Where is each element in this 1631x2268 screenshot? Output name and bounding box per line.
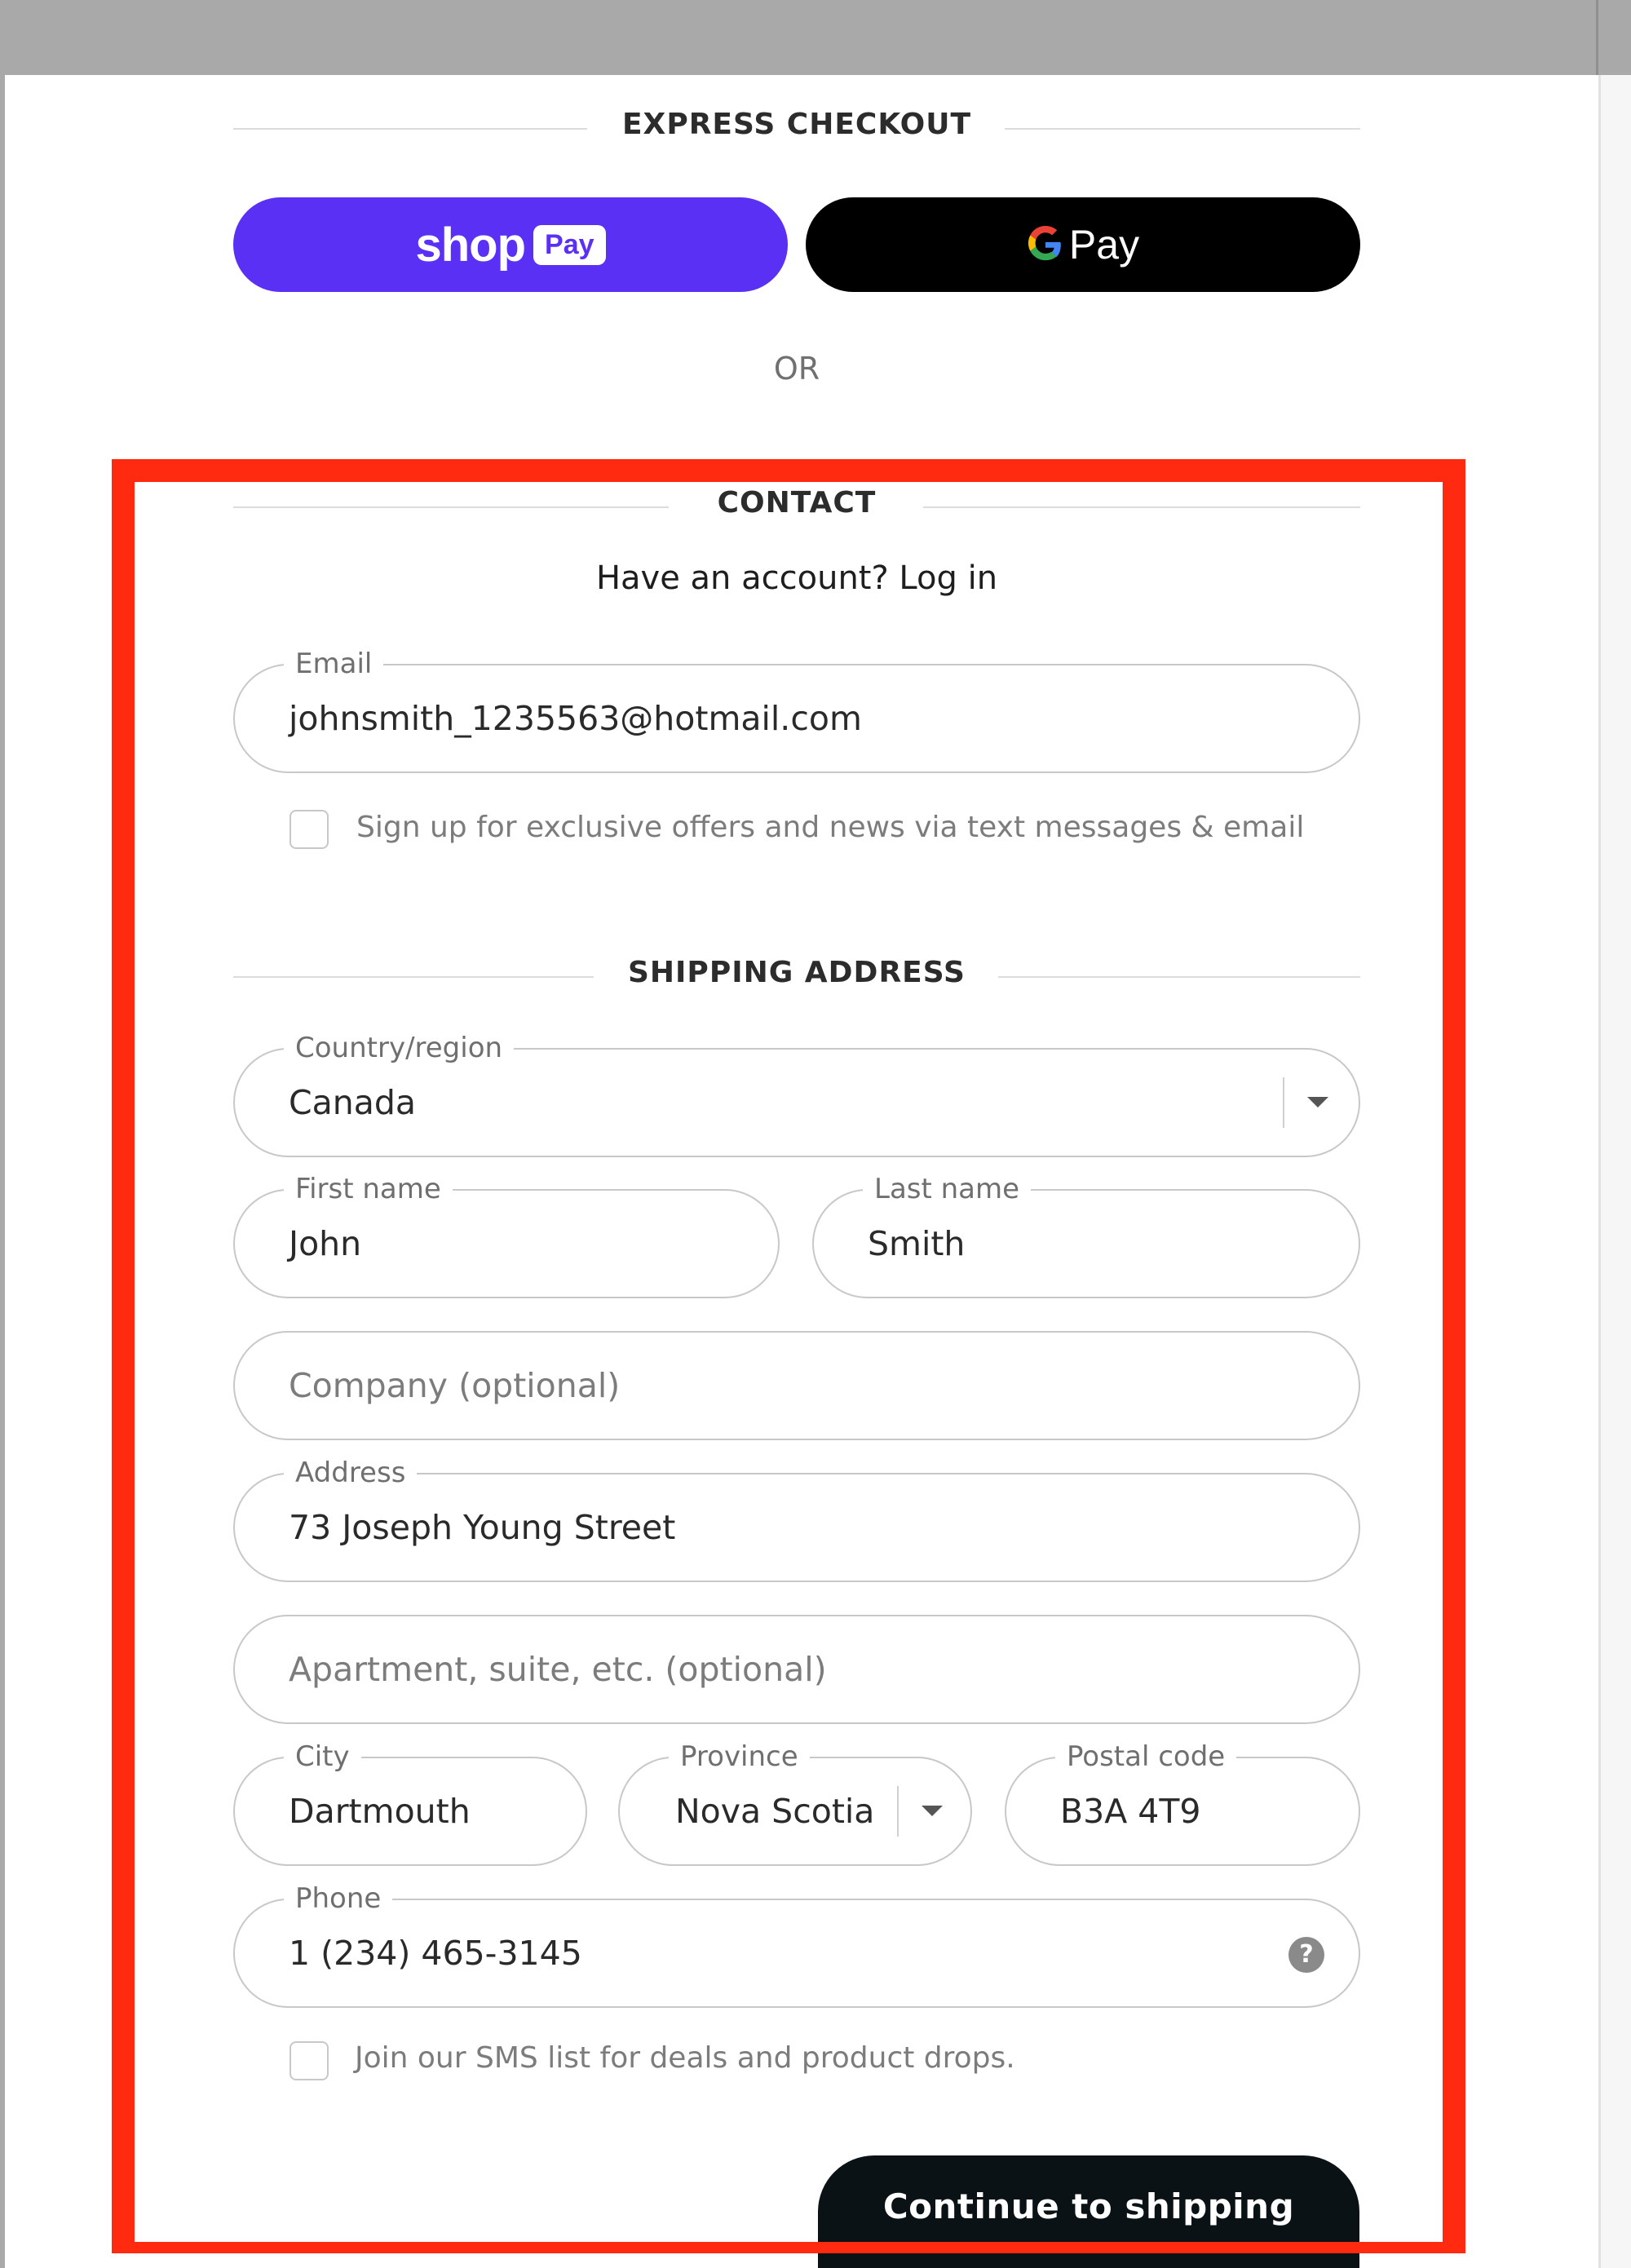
last-name-value: Smith xyxy=(868,1224,966,1263)
window-left-edge xyxy=(0,75,5,2268)
first-name-field[interactable] xyxy=(233,1173,780,1298)
country-select[interactable] xyxy=(233,1032,1360,1157)
sms-checkbox-label: Join our SMS list for deals and product drops. xyxy=(355,2041,1015,2075)
last-name-field[interactable] xyxy=(812,1173,1360,1298)
address-value: 73 Joseph Young Street xyxy=(289,1508,676,1547)
province-value: Nova Scotia xyxy=(675,1792,875,1831)
address-label: Address xyxy=(284,1454,417,1492)
postal-code-value: B3A 4T9 xyxy=(1060,1792,1201,1831)
google-pay-button[interactable] xyxy=(806,197,1360,292)
help-icon[interactable]: ? xyxy=(1288,1937,1324,1973)
shop-pay-logo: shop xyxy=(415,218,526,272)
scrollbar-track[interactable] xyxy=(1598,75,1631,2268)
continue-to-shipping-button[interactable]: Continue to shipping xyxy=(818,2155,1359,2268)
email-label: Email xyxy=(284,645,383,683)
shipping-address-title: SHIPPING ADDRESS xyxy=(627,956,966,989)
country-label: Country/region xyxy=(284,1029,514,1067)
address-field[interactable] xyxy=(233,1457,1360,1582)
top-bar-divider xyxy=(1596,0,1598,75)
express-checkout-title: EXPRESS CHECKOUT xyxy=(621,108,972,141)
first-name-value: John xyxy=(289,1224,362,1263)
browser-top-bar xyxy=(0,0,1631,75)
email-field[interactable] xyxy=(233,648,1360,773)
apartment-field[interactable] xyxy=(233,1615,1360,1724)
chevron-down-icon xyxy=(922,1806,943,1816)
offers-checkbox[interactable] xyxy=(290,810,329,849)
account-prompt-text: Have an account? xyxy=(595,559,889,597)
select-divider xyxy=(897,1786,899,1837)
chevron-down-icon xyxy=(1307,1097,1328,1107)
province-label: Province xyxy=(669,1738,810,1775)
contact-title: CONTACT xyxy=(717,486,877,519)
postal-code-label: Postal code xyxy=(1055,1738,1236,1775)
or-separator: OR xyxy=(773,351,820,387)
first-name-label: First name xyxy=(284,1170,453,1208)
apartment-placeholder: Apartment, suite, etc. (optional) xyxy=(289,1650,827,1689)
select-divider xyxy=(1283,1077,1284,1128)
phone-label: Phone xyxy=(284,1880,392,1917)
login-link[interactable]: Log in xyxy=(899,559,998,597)
company-placeholder: Company (optional) xyxy=(289,1366,621,1405)
offers-checkbox-label: Sign up for exclusive offers and news via text messages & email xyxy=(356,811,1305,844)
city-label: City xyxy=(284,1738,361,1775)
city-value: Dartmouth xyxy=(289,1792,471,1831)
country-value: Canada xyxy=(289,1083,417,1122)
shop-pay-badge: Pay xyxy=(533,225,606,265)
company-field[interactable] xyxy=(233,1331,1360,1440)
sms-checkbox[interactable] xyxy=(290,2041,329,2080)
last-name-label: Last name xyxy=(863,1170,1031,1208)
email-value: johnsmith_1235563@hotmail.com xyxy=(289,699,862,738)
account-prompt xyxy=(233,559,1360,597)
city-field[interactable] xyxy=(233,1740,587,1866)
google-pay-label: Pay xyxy=(1068,222,1140,267)
google-g-icon xyxy=(1027,226,1064,263)
postal-code-field[interactable] xyxy=(1005,1740,1360,1866)
province-select[interactable] xyxy=(618,1740,972,1866)
phone-value: 1 (234) 465-3145 xyxy=(289,1934,582,1973)
shop-pay-button[interactable] xyxy=(233,197,788,292)
phone-field[interactable] xyxy=(233,1882,1360,2008)
